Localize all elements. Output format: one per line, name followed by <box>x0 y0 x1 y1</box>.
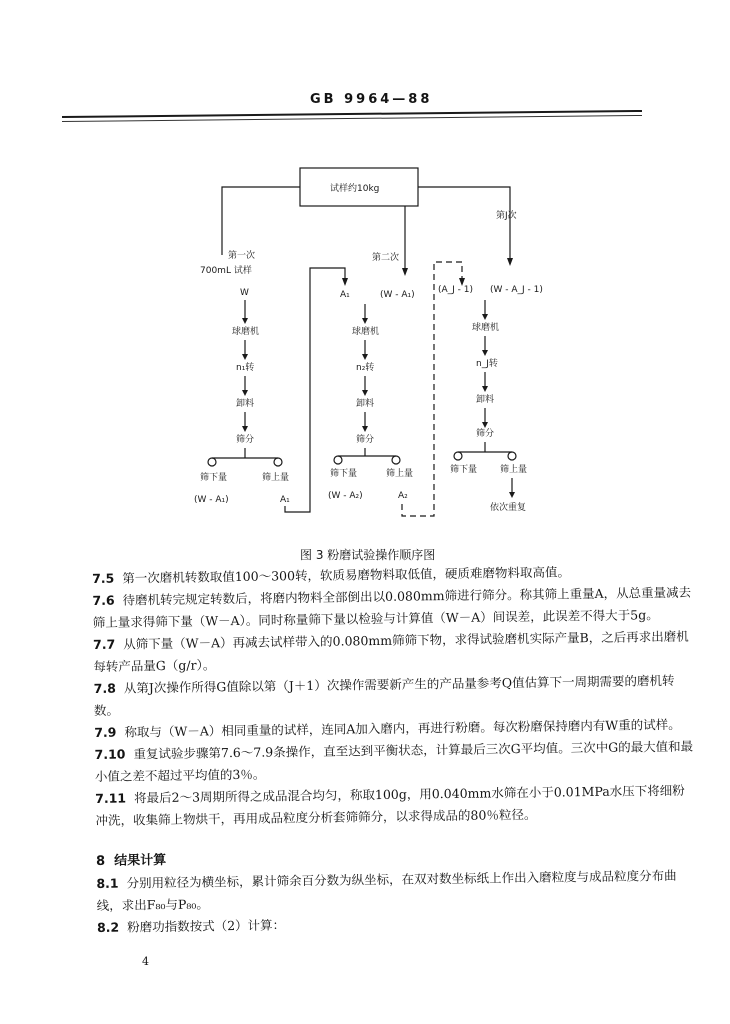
page-number: 4 <box>142 955 149 968</box>
paragraph-7-7: 7.7 从筛下量（W－A）再减去试样带入的0.080mm筛筛下物，求得试验磨机实际产量B，之后再求出磨机每转产品量G（g/r）。 <box>92 628 689 674</box>
branch2-right-out: 筛上量 <box>386 469 414 479</box>
paragraph-7-9: 7.9 称取与（W－A）相同重量的试样，连同A加入磨内，再进行粉磨。每次粉磨保持磨内有W重的试样。 <box>94 716 681 740</box>
branch2-head: 第二次 <box>372 253 400 263</box>
branch3-in-left: (A_J - 1) <box>438 285 474 295</box>
paragraph-7-8: 7.8 从第J次操作所得G值除以第（J＋1）次操作需要新产生的产品量参考Q值估算下一周期需要的磨机转数。 <box>93 672 675 718</box>
paragraph-7-6: 7.6 待磨机转完规定转数后，将磨内物料全部倒出以0.080mm筛进行筛分。称其筛上重量A，从总重量减去筛上量求得筛下量（W－A）。同时称量筛下量以检验与计算值（W－A）间误差，此误差不得大于5g。 <box>92 584 692 630</box>
branch3-in-right: (W - A_J - 1) <box>490 285 543 295</box>
branch3-sieve: 筛分 <box>476 429 495 439</box>
paragraph-7-10: 7.10 重复试验步骤第7.6～7.9条操作，直至达到平衡状态，计算最后三次G平均值。三次中G的最大值和最小值之差不超过平均值的3％。 <box>94 738 694 784</box>
branch3-left-out: 筛下量 <box>450 465 478 475</box>
paragraph-8-1: 8.1 分别用粒径为横坐标，累计筛余百分数为纵坐标，在双对数坐标纸上作出入磨粒度与成品粒度分布曲线，求出F₈₀与P₈₀。 <box>96 867 677 913</box>
branch2-left-out: 筛下量 <box>330 469 358 479</box>
branch1-start: W <box>240 288 249 298</box>
branch3-turns: n_J转 <box>476 359 498 369</box>
branch2-left-val: (W - A₂) <box>328 491 363 501</box>
paragraph-7-5: 7.5 第一次磨机转数取值100～300转，软质易磨物料取低值，硬质难磨物料取高值。 <box>92 564 571 586</box>
branch3-mill: 球磨机 <box>472 323 500 333</box>
branch1-left-val: (W - A₁) <box>194 495 229 505</box>
branch1-sieve: 筛分 <box>236 435 255 445</box>
branch2-in-left: A₁ <box>340 290 350 300</box>
branch1-right-out: 筛上量 <box>262 473 290 483</box>
branch2-right-val: A₂ <box>398 491 408 501</box>
branch3-unload: 卸料 <box>476 395 495 405</box>
branch3-end: 依次重复 <box>490 503 527 513</box>
branch1-turns: n₁转 <box>236 363 255 373</box>
branch2-turns: n₂转 <box>356 363 375 373</box>
connector-branch3 <box>418 187 510 260</box>
branch1-unload: 卸料 <box>236 399 255 409</box>
branch2-unload: 卸料 <box>356 399 375 409</box>
branch1-head: 第一次 <box>228 251 256 261</box>
branch3-head: 第J次 <box>496 211 517 221</box>
paragraph-8-2: 8.2 粉磨功指数按式（2）计算： <box>96 917 286 935</box>
branch1-right-val: A₁ <box>280 495 290 505</box>
sample-box-label: 试样约10kg <box>330 184 380 194</box>
standard-code-header: GB 9964—88 <box>310 92 433 107</box>
branch3-right-out: 筛上量 <box>500 465 528 475</box>
section-8-heading: 8 结果计算 <box>95 852 167 869</box>
branch1-mill: 球磨机 <box>232 327 260 337</box>
body-text <box>92 560 697 939</box>
connector-branch1 <box>222 187 300 255</box>
branch1-head2: 700mL 试样 <box>200 266 252 276</box>
branch2-mill: 球磨机 <box>352 327 380 337</box>
branch2-sieve: 筛分 <box>356 435 375 445</box>
branch2-in-right: (W - A₁) <box>380 290 415 300</box>
branch1-left-out: 筛下量 <box>200 473 228 483</box>
figure-caption: 图 3 粉磨试验操作顺序图 <box>300 548 436 562</box>
paragraph-7-11: 7.11 将最后2～3周期所得之成品混合均匀，称取100g，用0.040mm水筛在小于0.01MPa水压下将细粉冲洗，收集筛上物烘干，再用成品粒度分析套筛筛分，以求得成品的80％粒径。 <box>95 782 685 828</box>
